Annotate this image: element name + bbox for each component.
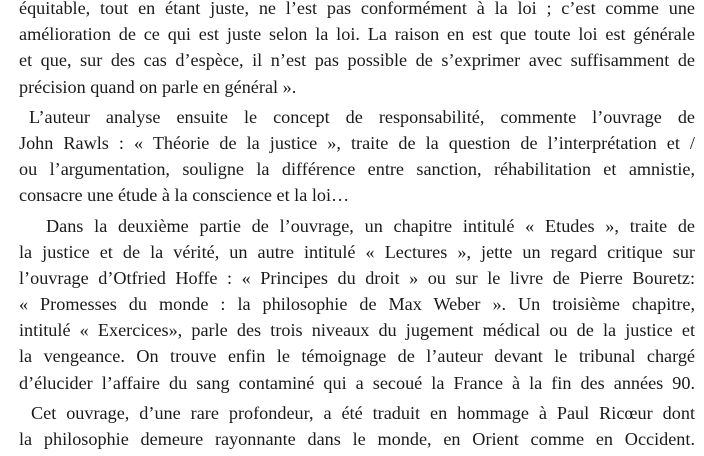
paragraph-responsabilite: [19, 104, 695, 209]
text-line: intitulé « Exercices», parle des trois niveaux du jugement médical ou de la justice et: [19, 320, 695, 341]
text-line: John Rawls : « Théorie de la justice », traite de la question de l’interprétation et /: [19, 132, 695, 153]
paragraph-conclusion: [19, 400, 695, 452]
text-line: Cet ouvrage, d’une rare profondeur, a été traduit en hommage à Paul Ricœur dont: [31, 402, 695, 423]
text-line: équitable, tout en étant juste, ne l’est pas conformément à la loi ; c’est comme une: [19, 0, 695, 18]
paragraph-quote-end: [19, 0, 695, 100]
document-page: [19, 0, 695, 456]
text-line: Dans la deuxième partie de l’ouvrage, un chapitre intitulé « Etudes », traite de: [46, 215, 695, 236]
text-line: d’élucider l’affaire du sang contaminé qui a secoué la France à la fin des années 90.: [19, 372, 695, 393]
text-line: L’auteur analyse ensuite le concept de responsabilité, commente l’ouvrage de: [29, 106, 695, 127]
text-line: amélioration de ce qui est juste selon la loi. La raison en est que toute loi est générale: [19, 24, 695, 45]
text-line: et que, sur des cas d’espèce, il n’est pas possible de s’exprimer avec suffisamment de: [19, 50, 695, 71]
paragraph-deuxieme-partie: [19, 213, 695, 396]
text-line: la philosophie demeure rayonnante dans le monde, en Orient comme en Occident.: [19, 429, 695, 449]
text-line: l’ouvrage d’Otfried Hoffe : « Principes du droit » ou sur le livre de Pierre Bouretz:: [19, 267, 695, 288]
text-line: la justice et de la vérité, un autre intitulé « Lectures », jette un regard critique sur: [19, 241, 695, 262]
text-line: ou l’argumentation, souligne la différence entre sanction, réhabilitation et amnistie,: [19, 159, 695, 180]
text-line: précision quand on parle en général ».: [19, 76, 297, 97]
text-line: « Promesses du monde : la philosophie de Max Weber ». Un troisième chapitre,: [19, 294, 695, 315]
text-line: consacre une étude à la conscience et la loi…: [19, 185, 350, 206]
text-line: la vengeance. On trouve enfin le témoignage de l’auteur devant le tribunal chargé: [19, 346, 695, 367]
